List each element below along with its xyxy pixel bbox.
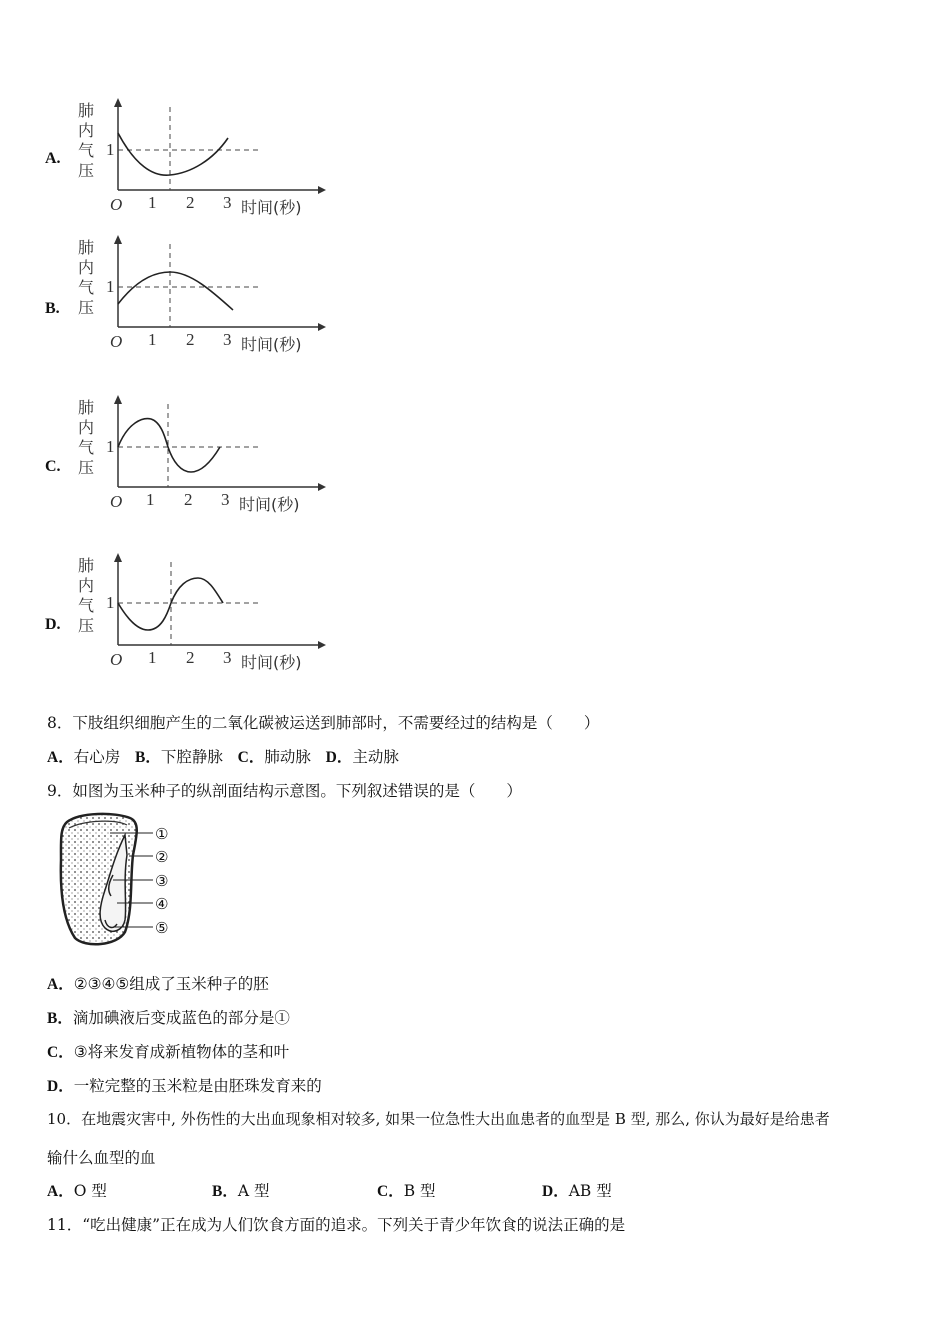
pressure-curve <box>118 578 223 630</box>
option-letter: D． <box>542 1183 569 1200</box>
option-letter: D. <box>45 616 61 633</box>
option-text: AB 型 <box>568 1182 612 1200</box>
q11-stem: 11．“吃出健康”正在成为人们饮食方面的追求。下列关于青少年饮食的说法正确的是 <box>47 1216 626 1234</box>
option-letter: B． <box>47 1010 73 1027</box>
option-text: 下腔静脉 <box>160 748 223 766</box>
q10-stem-line2: 输什么血型的血 <box>47 1149 156 1167</box>
origin-label: O <box>110 492 123 511</box>
option-text: ③将来发育成新植物体的茎和叶 <box>73 1043 290 1061</box>
option-letter: C． <box>237 749 265 766</box>
option-text: ②③④⑤组成了玉米种子的胚 <box>73 975 269 993</box>
x-tick-label: 3 <box>221 490 230 509</box>
figure-label: ④ <box>155 895 169 913</box>
x-tick-label: 3 <box>223 648 232 667</box>
graph-option-c <box>45 392 345 517</box>
option-letter: C． <box>377 1183 404 1200</box>
x-tick-label: 2 <box>186 330 195 349</box>
x-tick-label: 1 <box>148 648 157 667</box>
y-axis-label: 肺内气压 <box>78 398 95 477</box>
pressure-graph <box>73 95 353 220</box>
origin-label: O <box>110 650 123 669</box>
graph-option-d <box>45 550 345 675</box>
option-text: 右心房 <box>73 748 121 766</box>
option-letter: A． <box>47 976 74 993</box>
y-axis-label: 肺内气压 <box>78 238 95 317</box>
x-tick-label: 2 <box>184 490 193 509</box>
option-letter: D． <box>325 749 353 766</box>
x-arrow <box>318 186 326 194</box>
pressure-curve <box>118 272 233 310</box>
q9-option-b <box>47 1006 290 1028</box>
x-tick-label: 3 <box>223 193 232 212</box>
x-arrow <box>318 483 326 491</box>
q8-stem: 8．下肢组织细胞产生的二氧化碳被运送到肺部时，不需要经过的结构是（ ） <box>47 714 600 732</box>
y-tick-label: 1 <box>106 277 115 296</box>
q10-stem-line1: 10．在地震灾害中, 外伤性的大出血现象相对较多, 如果一位急性大出血患者的血型是 B 型, 那么, 你认为最好是给患者 <box>47 1110 830 1128</box>
x-tick-label: 1 <box>148 193 157 212</box>
pressure-graph <box>73 232 353 357</box>
pressure-graph <box>73 392 353 517</box>
option-text: 一粒完整的玉米粒是由胚珠发育来的 <box>73 1077 322 1095</box>
x-tick-label: 2 <box>186 648 195 667</box>
x-tick-label: 2 <box>186 193 195 212</box>
option-text: 肺动脉 <box>264 748 311 766</box>
option-letter: C． <box>47 1044 74 1061</box>
q9-option-c <box>47 1040 289 1062</box>
figure-label: ② <box>155 848 169 866</box>
option-text: 滴加碘液后变成蓝色的部分是① <box>72 1009 290 1027</box>
graph-option-b <box>45 232 345 357</box>
y-axis-label: 肺内气压 <box>78 556 95 635</box>
option-letter: B． <box>212 1183 238 1200</box>
x-tick-label: 3 <box>223 330 232 349</box>
option-letter: B． <box>135 749 161 766</box>
option-letter: A． <box>47 1183 74 1200</box>
y-arrow <box>114 553 122 562</box>
option-text: A 型 <box>237 1182 270 1200</box>
q9-stem: 9．如图为玉米种子的纵剖面结构示意图。下列叙述错误的是（ ） <box>47 782 522 800</box>
figure-label: ③ <box>155 872 169 890</box>
origin-label: O <box>110 332 123 351</box>
x-tick-label: 1 <box>146 490 155 509</box>
option-text: 主动脉 <box>352 748 399 766</box>
y-arrow <box>114 98 122 107</box>
y-arrow <box>114 235 122 244</box>
q9-option-d <box>47 1074 322 1096</box>
y-tick-label: 1 <box>106 437 115 456</box>
figure-label: ⑤ <box>155 919 169 937</box>
y-tick-label: 1 <box>106 593 115 612</box>
pressure-graph <box>73 550 353 675</box>
figure-label: ① <box>155 825 169 843</box>
option-letter: A. <box>45 150 61 167</box>
x-axis-label: 时间(秒) <box>241 198 302 217</box>
x-tick-label: 1 <box>148 330 157 349</box>
option-letter: D． <box>47 1078 74 1095</box>
x-axis-label: 时间(秒) <box>241 653 302 672</box>
x-arrow <box>318 641 326 649</box>
pressure-curve <box>118 419 220 472</box>
y-axis-label: 肺内气压 <box>78 101 95 180</box>
y-tick-label: 1 <box>106 140 115 159</box>
graph-option-a <box>45 95 345 220</box>
y-arrow <box>114 395 122 404</box>
q9-option-a <box>47 972 269 994</box>
x-axis-label: 时间(秒) <box>241 335 302 354</box>
option-text: B 型 <box>403 1182 436 1200</box>
origin-label: O <box>110 195 123 214</box>
corn-seed-diagram <box>55 810 185 950</box>
option-letter: A． <box>47 749 74 766</box>
option-text: O 型 <box>73 1182 107 1200</box>
option-letter: B. <box>45 300 60 317</box>
q8-options <box>47 745 399 767</box>
option-letter: C. <box>45 458 61 475</box>
x-axis-label: 时间(秒) <box>239 495 300 514</box>
x-arrow <box>318 323 326 331</box>
pressure-curve <box>118 133 228 175</box>
